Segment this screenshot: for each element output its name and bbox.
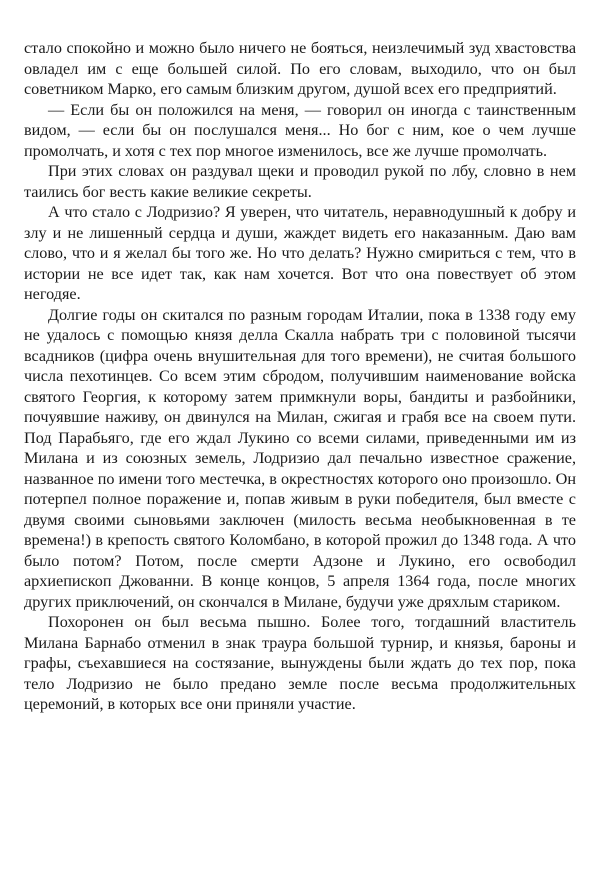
paragraph-continued: стало спокойно и можно было ничего не бояться, неизлечимый зуд хвастовства овладел им с еще большей силой. По его словам, выходило, что он был советником Марко, его самым близким другом, душой всех его предприятий.: [24, 39, 576, 98]
paragraph: А что стало с Лодризио? Я уверен, что читатель, неравнодушный к добру и злу и не лишенный сердца и души, жаждет видеть его наказанным. Даю вам слово, что и я желал бы того же. Но что делать? Нужно смириться с тем, что в истории не все идет так, как нам хочется. Вот что она повествует об этом негодяе.: [24, 203, 576, 303]
paragraph: Похоронен он был весьма пышно. Более того, тогдашний властитель Милана Барнабо отменил в знак траура большой турнир, и князья, бароны и графы, съехавшиеся на состязание, вынуждены были ждать до тех пор, пока тело Лодризио не было предано земле после весьма продолжительных церемоний, в которых все они приняли участие.: [24, 613, 576, 713]
book-page: [24, 38, 576, 715]
paragraph: Долгие годы он скитался по разным городам Италии, пока в 1338 году ему не удалось с помощью князя делла Скалла набрать три с половиной тысячи всадников (цифра очень внушительная для того времени), не считая большого числа пехотинцев. Со всем этим сбродом, получившим наименование войска святого Георгия, к которому затем примкнули воры, бандиты и разбойники, почуявшие наживу, он двинулся на Милан, сжигая и грабя все на своем пути. Под Парабьяго, где его ждал Лукино со всеми силами, приведенными им из Милана и из союзных земель, Лодризио дал печально известное сражение, названное по имени того местечка, в окрестностях которого оно произошло. Он потерпел полное поражение и, попав живым в руки победителя, был вместе с двумя своими сыновьями заключен (милость весьма необыкновенная в те времена!) в крепость святого Коломбано, в которой прожил до 1348 года. А что было потом? Потом, после смерти Адзоне и Лукино, его освободил архиепископ Джованни. В конце концов, 5 апреля 1364 года, после многих других приключений, он скончался в Милане, будучи уже дряхлым стариком.: [24, 305, 576, 611]
paragraph-dialogue: — Если бы он положился на меня, — говорил он иногда с таинственным видом, — если бы он послушался меня... Но бог с ним, кое о чем лучше промолчать, и хотя с тех пор многое изменилось, все же лучше промолчать.: [24, 100, 576, 160]
paragraph: При этих словах он раздувал щеки и проводил рукой по лбу, словно в нем таились бог весть какие великие секреты.: [24, 162, 576, 201]
